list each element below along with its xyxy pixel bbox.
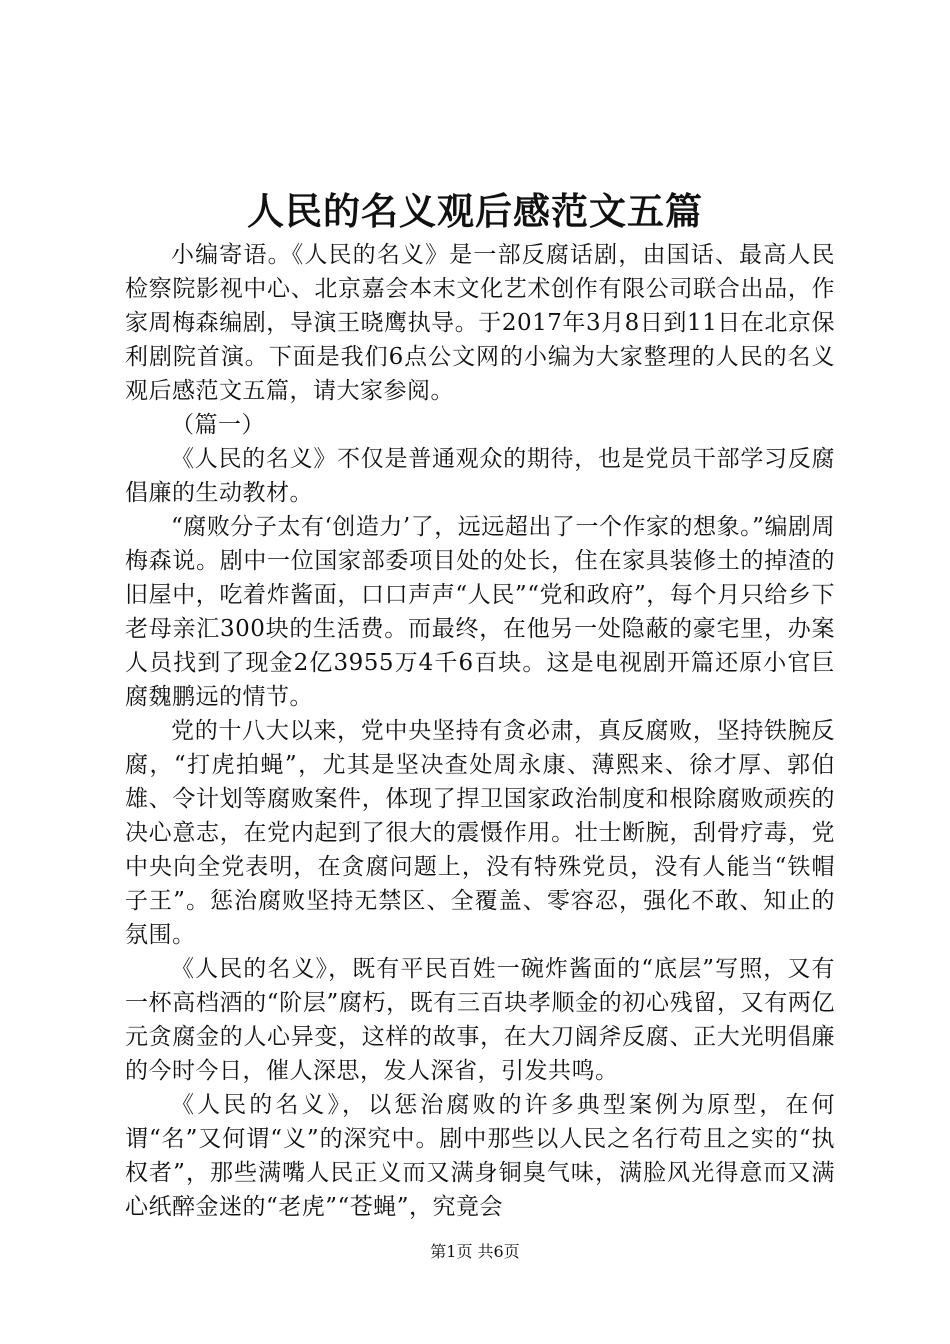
paragraph-section-heading: （篇一） [171, 412, 265, 438]
paragraph: 党的十八大以来，党中央坚持有贪必肃，真反腐败，坚持铁腕反腐，“打虎拍蝇”，尤其是坚决查处周永康、薄熙来、徐才厚、郭伯雄、令计划等腐败案件，体现了捍卫国家政治制度和根除腐败顽疾的决心意志，在党内起到了很大的震慑作用。壮士断腕，刮骨疗毒，党中央向全党表明，在贪腐问题上，没有特殊党员，没有人能当“铁帽子王”。惩治腐败坚持无禁区、全覆盖、零容忍，强化不敢、知止的氛围。 [125, 718, 835, 948]
paragraph-intro: 小编寄语。《人民的名义》是一部反腐话剧，由国话、最高人民检察院影视中心、北京嘉会本末文化艺术创作有限公司联合出品，作家周梅森编剧，导演王晓鹰执导。于2017年3月8日到11日在北京保利剧院首演。下面是我们6点公文网的小编为大家整理的人民的名义观后感范文五篇，请大家参阅。 [125, 242, 835, 404]
page-footer: 第1页 共6页 [430, 1242, 520, 1261]
paragraph: “腐败分子太有‘创造力’了，远远超出了一个作家的想象。”编剧周梅森说。剧中一位国家部委项目处的处长，住在家具装修土的掉渣的旧屋中，吃着炸酱面，口口声声“人民”“党和政府”，每个月只给乡下老母亲汇300块的生活费。而最终，在他另一处隐蔽的豪宅里，办案人员找到了现金2亿3955万4千6百块。这是电视剧开篇还原小官巨腐魏鹏远的情节。 [125, 514, 835, 710]
paragraph: 《人民的名义》，以惩治腐败的许多典型案例为原型，在何谓“名”又何谓“义”的深究中。剧中那些以人民之名行苟且之实的“执权者”，那些满嘴人民正义而又满身铜臭气味，满脸风光得意而又满心纸醉金迷的“老虎”“苍蝇”，究竟会 [125, 1092, 835, 1220]
document-body [125, 238, 835, 1224]
paragraph: 《人民的名义》，既有平民百姓一碗炸酱面的“底层”写照，又有一杯高档酒的“阶层”腐朽，既有三百块孝顺金的初心残留，又有两亿元贪腐金的人心异变，这样的故事，在大刀阔斧反腐、正大光明倡廉的今时今日，催人深思，发人深省，引发共鸣。 [125, 956, 835, 1084]
document-title: 人民的名义观后感范文五篇 [247, 189, 703, 233]
paragraph: 《人民的名义》不仅是普通观众的期待，也是党员干部学习反腐倡廉的生动教材。 [125, 446, 835, 506]
